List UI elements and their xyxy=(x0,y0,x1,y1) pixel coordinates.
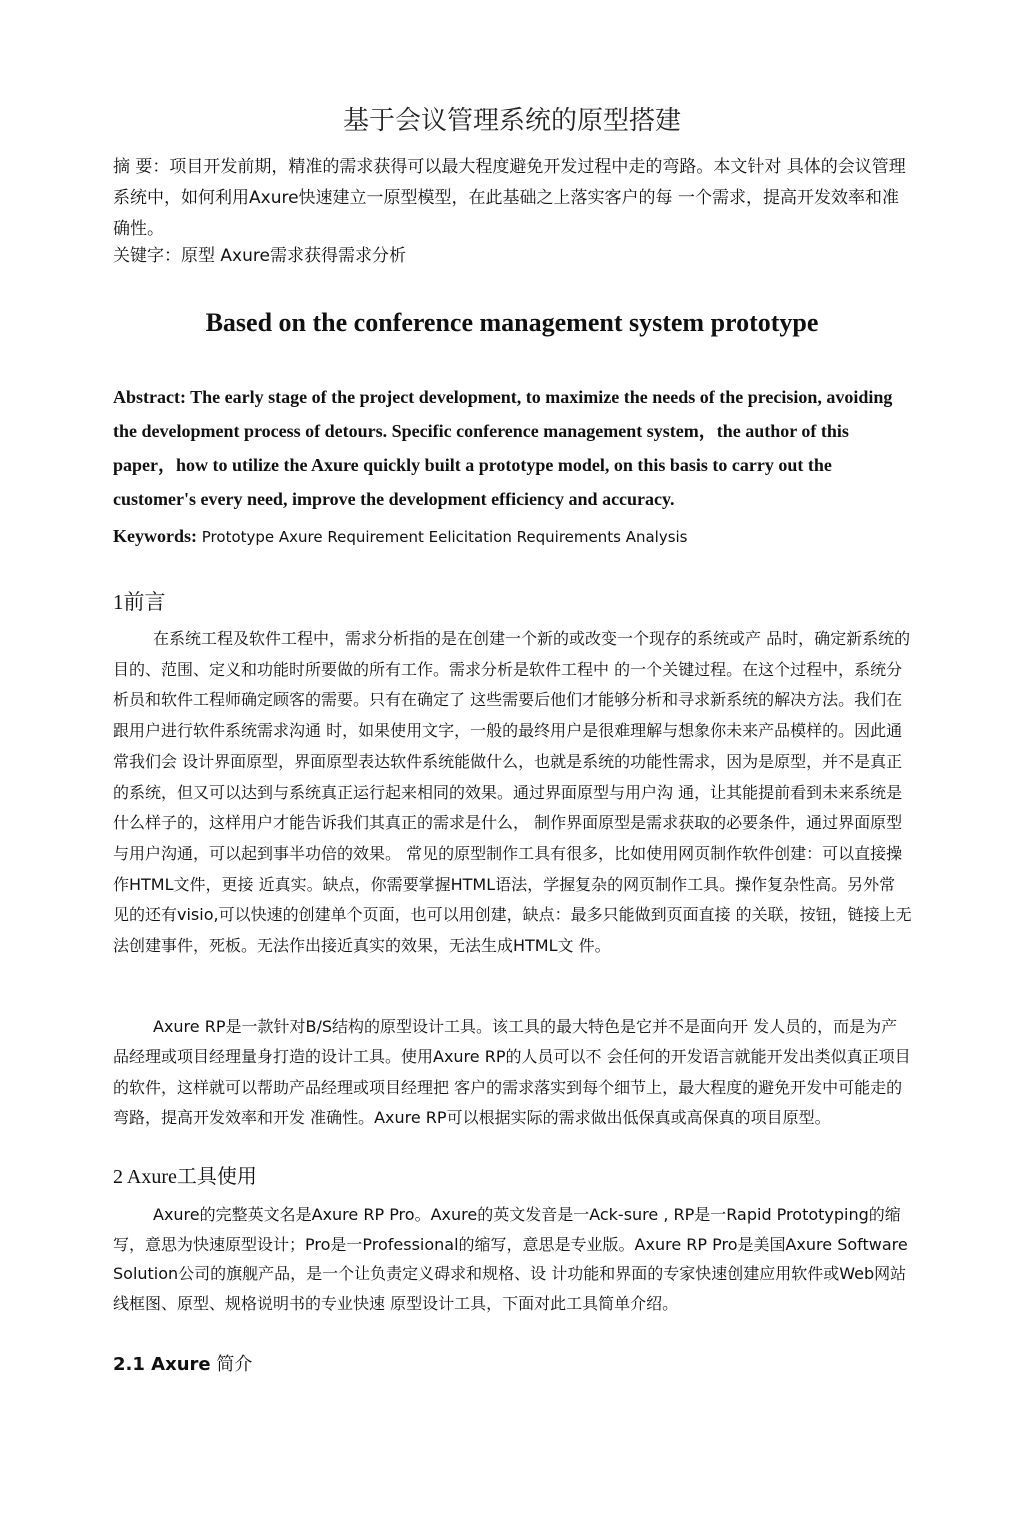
section-1-paragraph-2: Axure RP是一款针对B/S结构的原型设计工具。该工具的最大特色是它并不是面向开 发人员的，而是为产品经理或项目经理量身打造的设计工具。使用Axure RP的人员可以不 会任何的开发语言就能开发出类似真正项目的软件，这样就可以帮助产品经理或项目经理把 客户的需求落实到每个细节上，最大程度的避免开发中可能走的弯路，提高开发效率和开发 准确性。Axure RP可以根据实际的需求做出低保真或高保真的项目原型。 xyxy=(113,1017,911,1128)
keywords-label: Keywords: xyxy=(113,526,197,546)
section-1-heading: 1前言 xyxy=(113,590,166,614)
section-2-heading: 2 Axure工具使用 xyxy=(113,1166,257,1188)
section-2-1-title: 简介 xyxy=(210,1354,253,1375)
english-keywords xyxy=(113,524,913,549)
section-2-1-heading xyxy=(113,1350,913,1376)
section-2-paragraph-1: Axure的完整英文名是Axure RP Pro。Axure的英文发音是一Ack-sure , RP是一Rapid Prototyping的缩写，意思为快速原型设计；Pro是一Professional的缩写，意思是专业版。Axure RP Pro是美国Axure Software Solution公司的旗舰产品，是一个让负责定义碍求和规格、设 计功能和界面的专家快速创建应用软件或Web网站线框图、原型、规格说明书的专业快速 原型设计工具，下面对此工具简单介绍。 xyxy=(113,1205,908,1313)
chinese-abstract: 摘 要：项目开发前期，精准的需求获得可以最大程度避免开发过程中走的弯路。本文针对 具体的会议管理系统中，如何利用Axure快速建立一原型模型，在此基础之上落实客户的每 一个需求，提高开发效率和准确性。 xyxy=(113,157,906,239)
chinese-title: 基于会议管理系统的原型搭建 xyxy=(342,106,681,136)
section-1-paragraph-1: 在系统工程及软件工程中，需求分析指的是在创建一个新的或改变一个现存的系统或产 品时，确定新系统的目的、范围、定义和功能时所要做的所有工作。需求分析是软件工程中 的一个关键过程。在这个过程中，系统分析员和软件工程师确定顾客的需要。只有在确定了 这些需要后他们才能够分析和寻求新系统的解决方法。我们在跟用户进行软件系统需求沟通 时，如果使用文字，一般的最终用户是很难理解与想象你未来产品模样的。因此通常我们会 设计界面原型，界面原型表达软件系统能做什么，也就是系统的功能性需求，因为是原型，并不是真正的系统，但又可以达到与系统真正运行起来相同的效果。通过界面原型与用户沟 通，让其能提前看到未来系统是什么样子的，这样用户才能告诉我们其真正的需求是什么， 制作界面原型是需求获取的必要条件，通过界面原型与用户沟通，可以起到事半功倍的效果。 常见的原型制作工具有很多，比如使用网页制作软件创建：可以直接操作HTML文件，更接 近真实。缺点，你需要掌握HTML语法，学握复杂的网页制作工具。操作复杂性高。另外常 见的还有visio,可以快速的创建单个页面，也可以用创建，缺点：最多只能做到页面直接 的关联，按钮，链接上无法创建事件，死板。无法作出接近真实的效果，无法生成HTML文 件。 xyxy=(113,629,912,956)
section-2-1-number: 2.1 Axure xyxy=(113,1354,211,1375)
english-abstract: Abstract: The early stage of the project development, to maximize the needs of the precision, avoiding the development process of detours. Specific conference management system，the author of this paper，how to utilize the Axure quickly built a prototype model, on this basis to carry out the customer's every need, improve the development efficiency and accuracy. xyxy=(113,387,893,509)
keywords-value: Prototype Axure Requirement Eelicitation Requirements Analysis xyxy=(197,528,688,546)
english-title: Based on the conference management system prototype xyxy=(205,308,819,337)
chinese-keywords: 关键字：原型 Axure需求获得需求分析 xyxy=(113,246,406,266)
